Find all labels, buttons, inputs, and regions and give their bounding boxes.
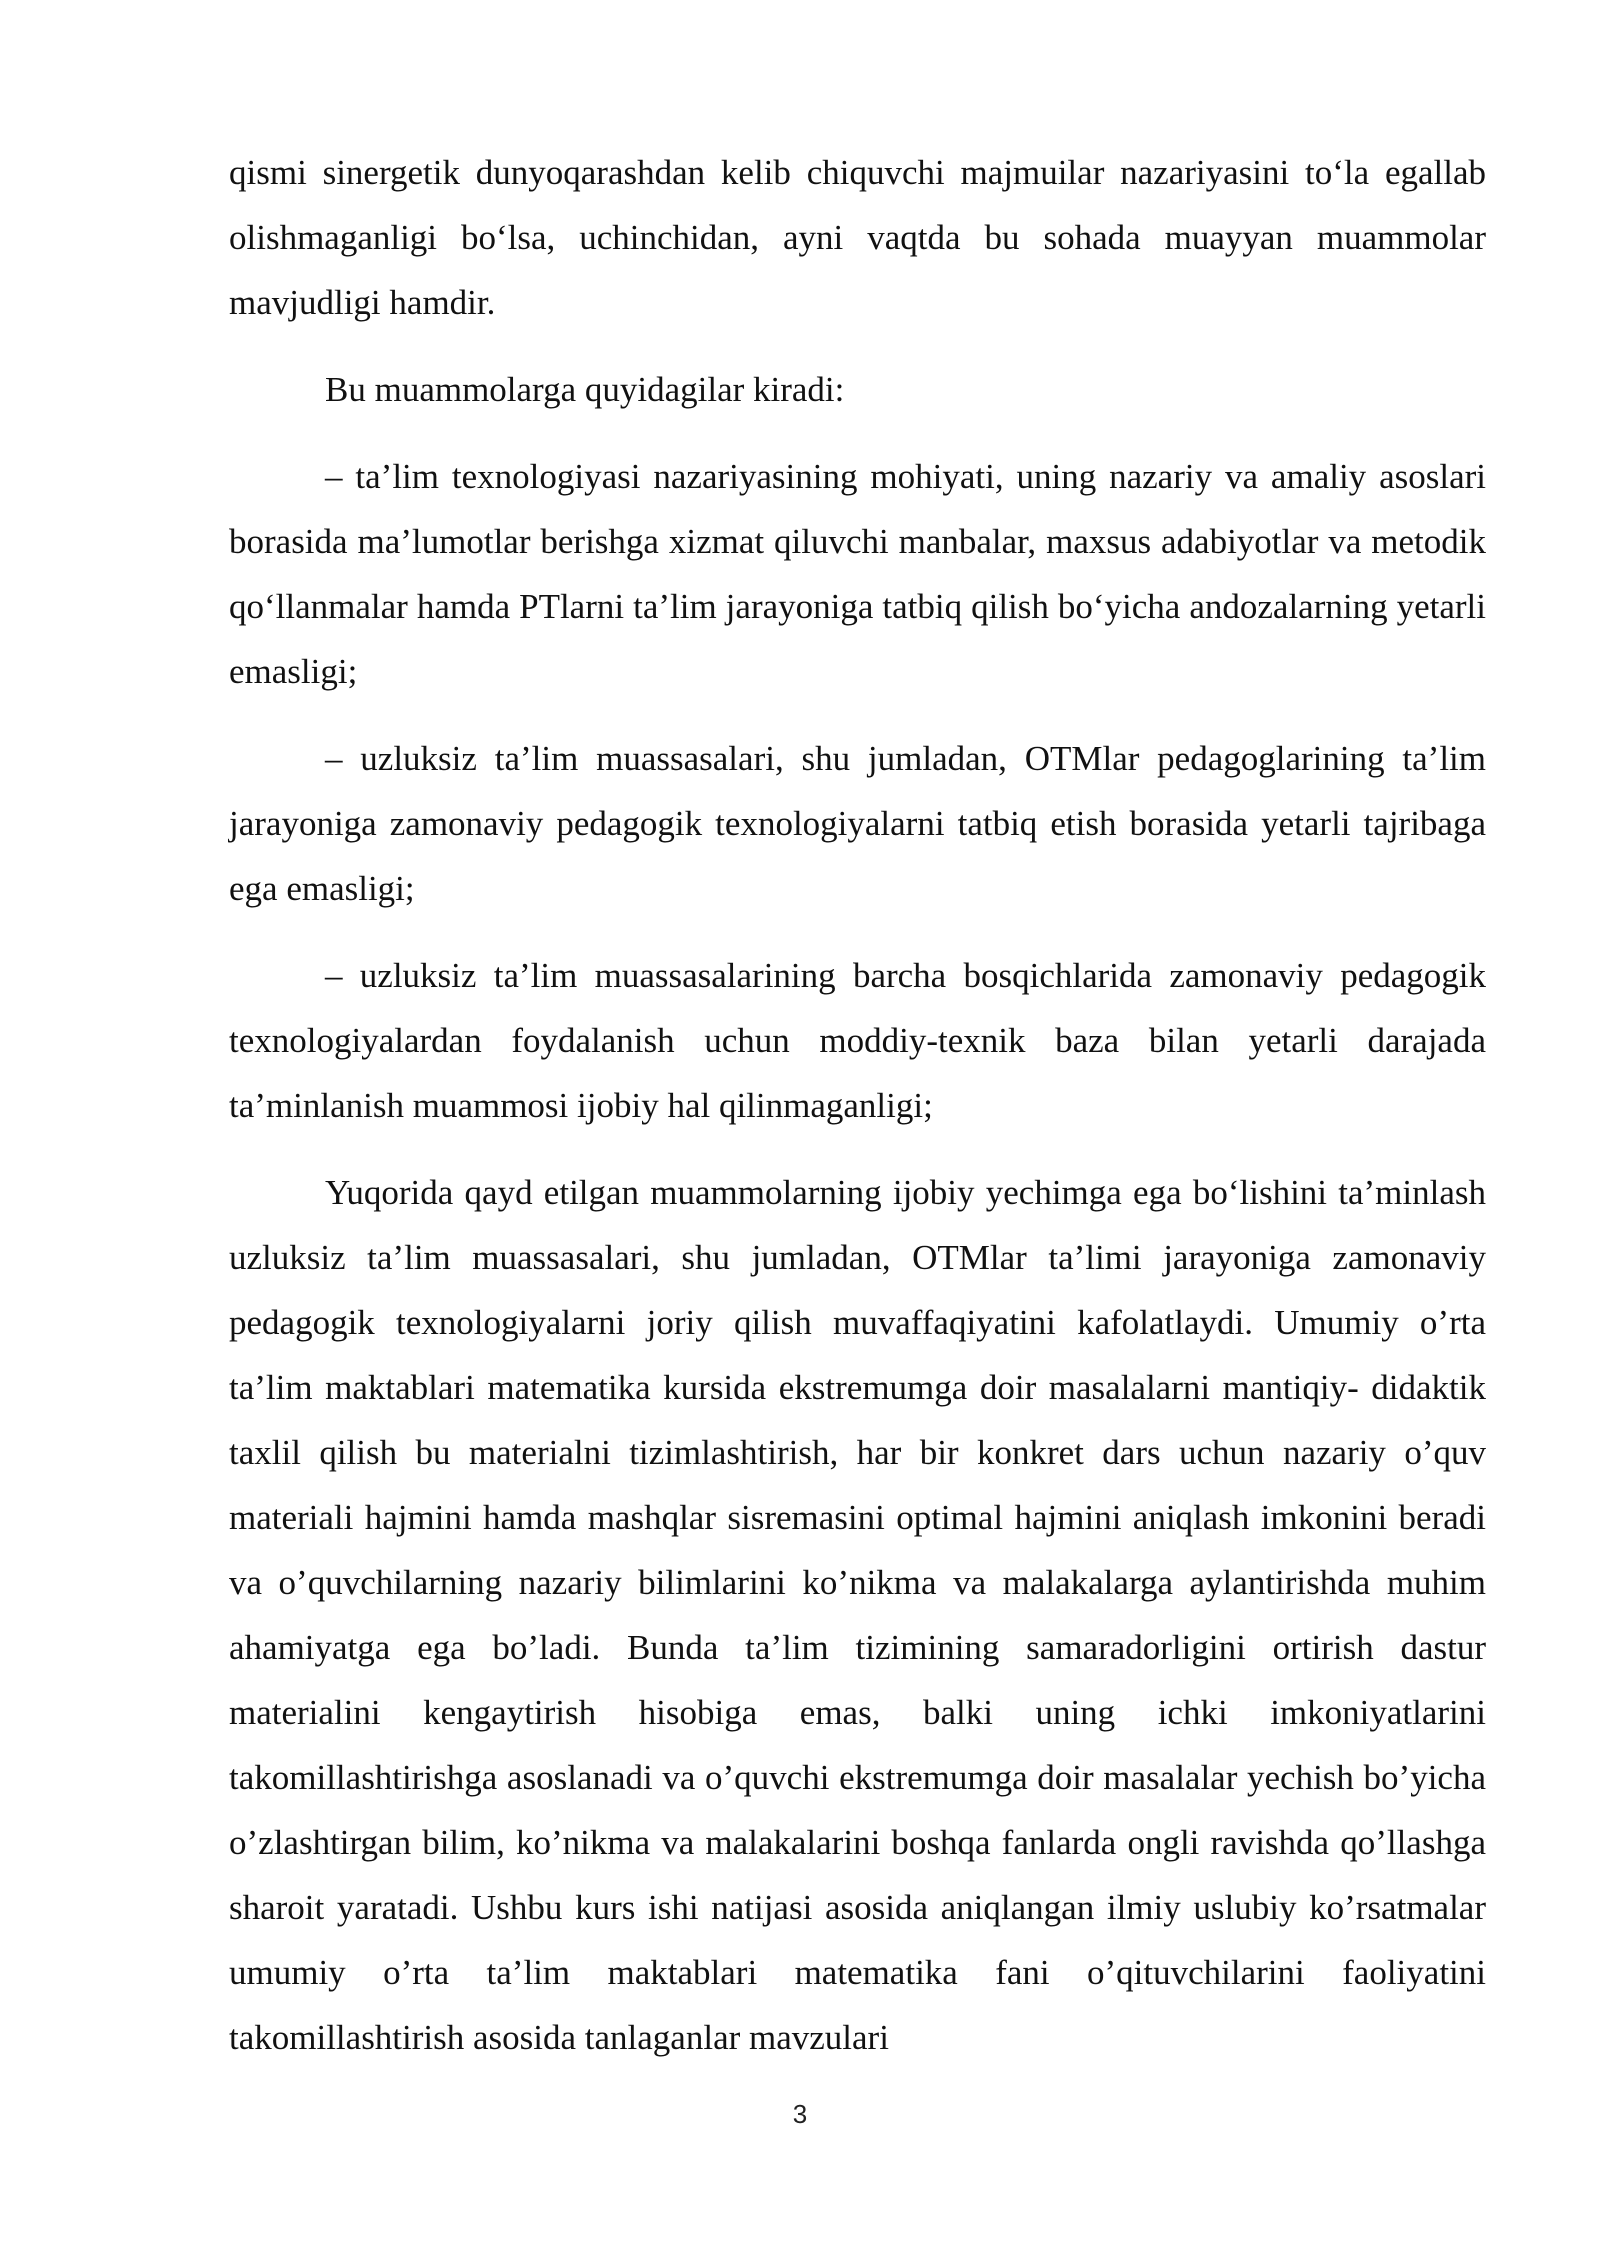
paragraph-problem-1: – ta’lim texnologiyasi nazariyasining mohiyati, uning nazariy va amaliy asoslari borasida ma’lumotlar berishga xizmat qiluvchi manbalar, maxsus adabiyotlar va metodik qo‘llanmalar hamda PTlarni ta’lim jarayoniga tatbiq qilish bo‘yicha andozalarning yetarli emasligi; — [229, 457, 1486, 691]
body-text — [229, 140, 1486, 2092]
paragraph-problems-intro: Bu muammolarga quyidagilar kiradi: — [325, 370, 845, 409]
paragraph-continuation: qismi sinergetik dunyoqarashdan kelib chiquvchi majmuilar nazariyasini to‘la egallab olishmaganligi bo‘lsa, uchinchidan, ayni vaqtda bu sohada muayyan muammolar mavjudligi hamdir. — [229, 153, 1486, 322]
paragraph-conclusion: Yuqorida qayd etilgan muammolarning ijobiy yechimga ega bo‘lishini ta’minlash uzluksiz ta’lim muassasalari, shu jumladan, OTMlar ta’limi jarayoniga zamonaviy pedagogik texnologiyalarni joriy qilish muvaffaqiyatini kafolatlaydi. Umumiy o’rta ta’lim maktablari matematika kursida ekstremumga doir masalalarni mantiqiy- didaktik taxlil qilish bu materialni tizimlashtirish, har bir konkret dars uchun nazariy o’quv materiali hajmini hamda mashqlar sisremasini optimal hajmini aniqlash imkonini beradi va o’quvchilarning nazariy bilimlarini ko’nikma va malakalarga aylantirishda muhim ahamiyatga ega bo’ladi. Bunda ta’lim tizimining samaradorligini ortirish dastur materialini kengaytirish hisobiga emas, balki uning ichki imkoniyatlarini takomillashtirishga asoslanadi va o’quvchi ekstremumga doir masalalar yechish bo’yicha o’zlashtirgan bilim, ko’nikma va malakalarini boshqa fanlarda ongli ravishda qo’llashga sharoit yaratadi. Ushbu kurs ishi natijasi asosida aniqlangan ilmiy uslubiy ko’rsatmalar umumiy o’rta ta’lim maktablari matematika fani o’qituvchilarini faoliyatini takomillashtirish asosida tanlaganlar mavzulari — [229, 1173, 1486, 2057]
paragraph-problem-2: – uzluksiz ta’lim muassasalari, shu jumladan, OTMlar pedagoglarining ta’lim jarayoniga zamonaviy pedagogik texnologiyalarni tatbiq etish borasida yetarli tajribaga ega emasligi; — [229, 739, 1486, 908]
paragraph-problem-3: – uzluksiz ta’lim muassasalarining barcha bosqichlarida zamonaviy pedagogik texnologiyalardan foydalanish uchun moddiy-texnik baza bilan yetarli darajada ta’minlanish muammosi ijobiy hal qilinmaganligi; — [229, 956, 1486, 1125]
page-number: 3 — [792, 2099, 808, 2129]
